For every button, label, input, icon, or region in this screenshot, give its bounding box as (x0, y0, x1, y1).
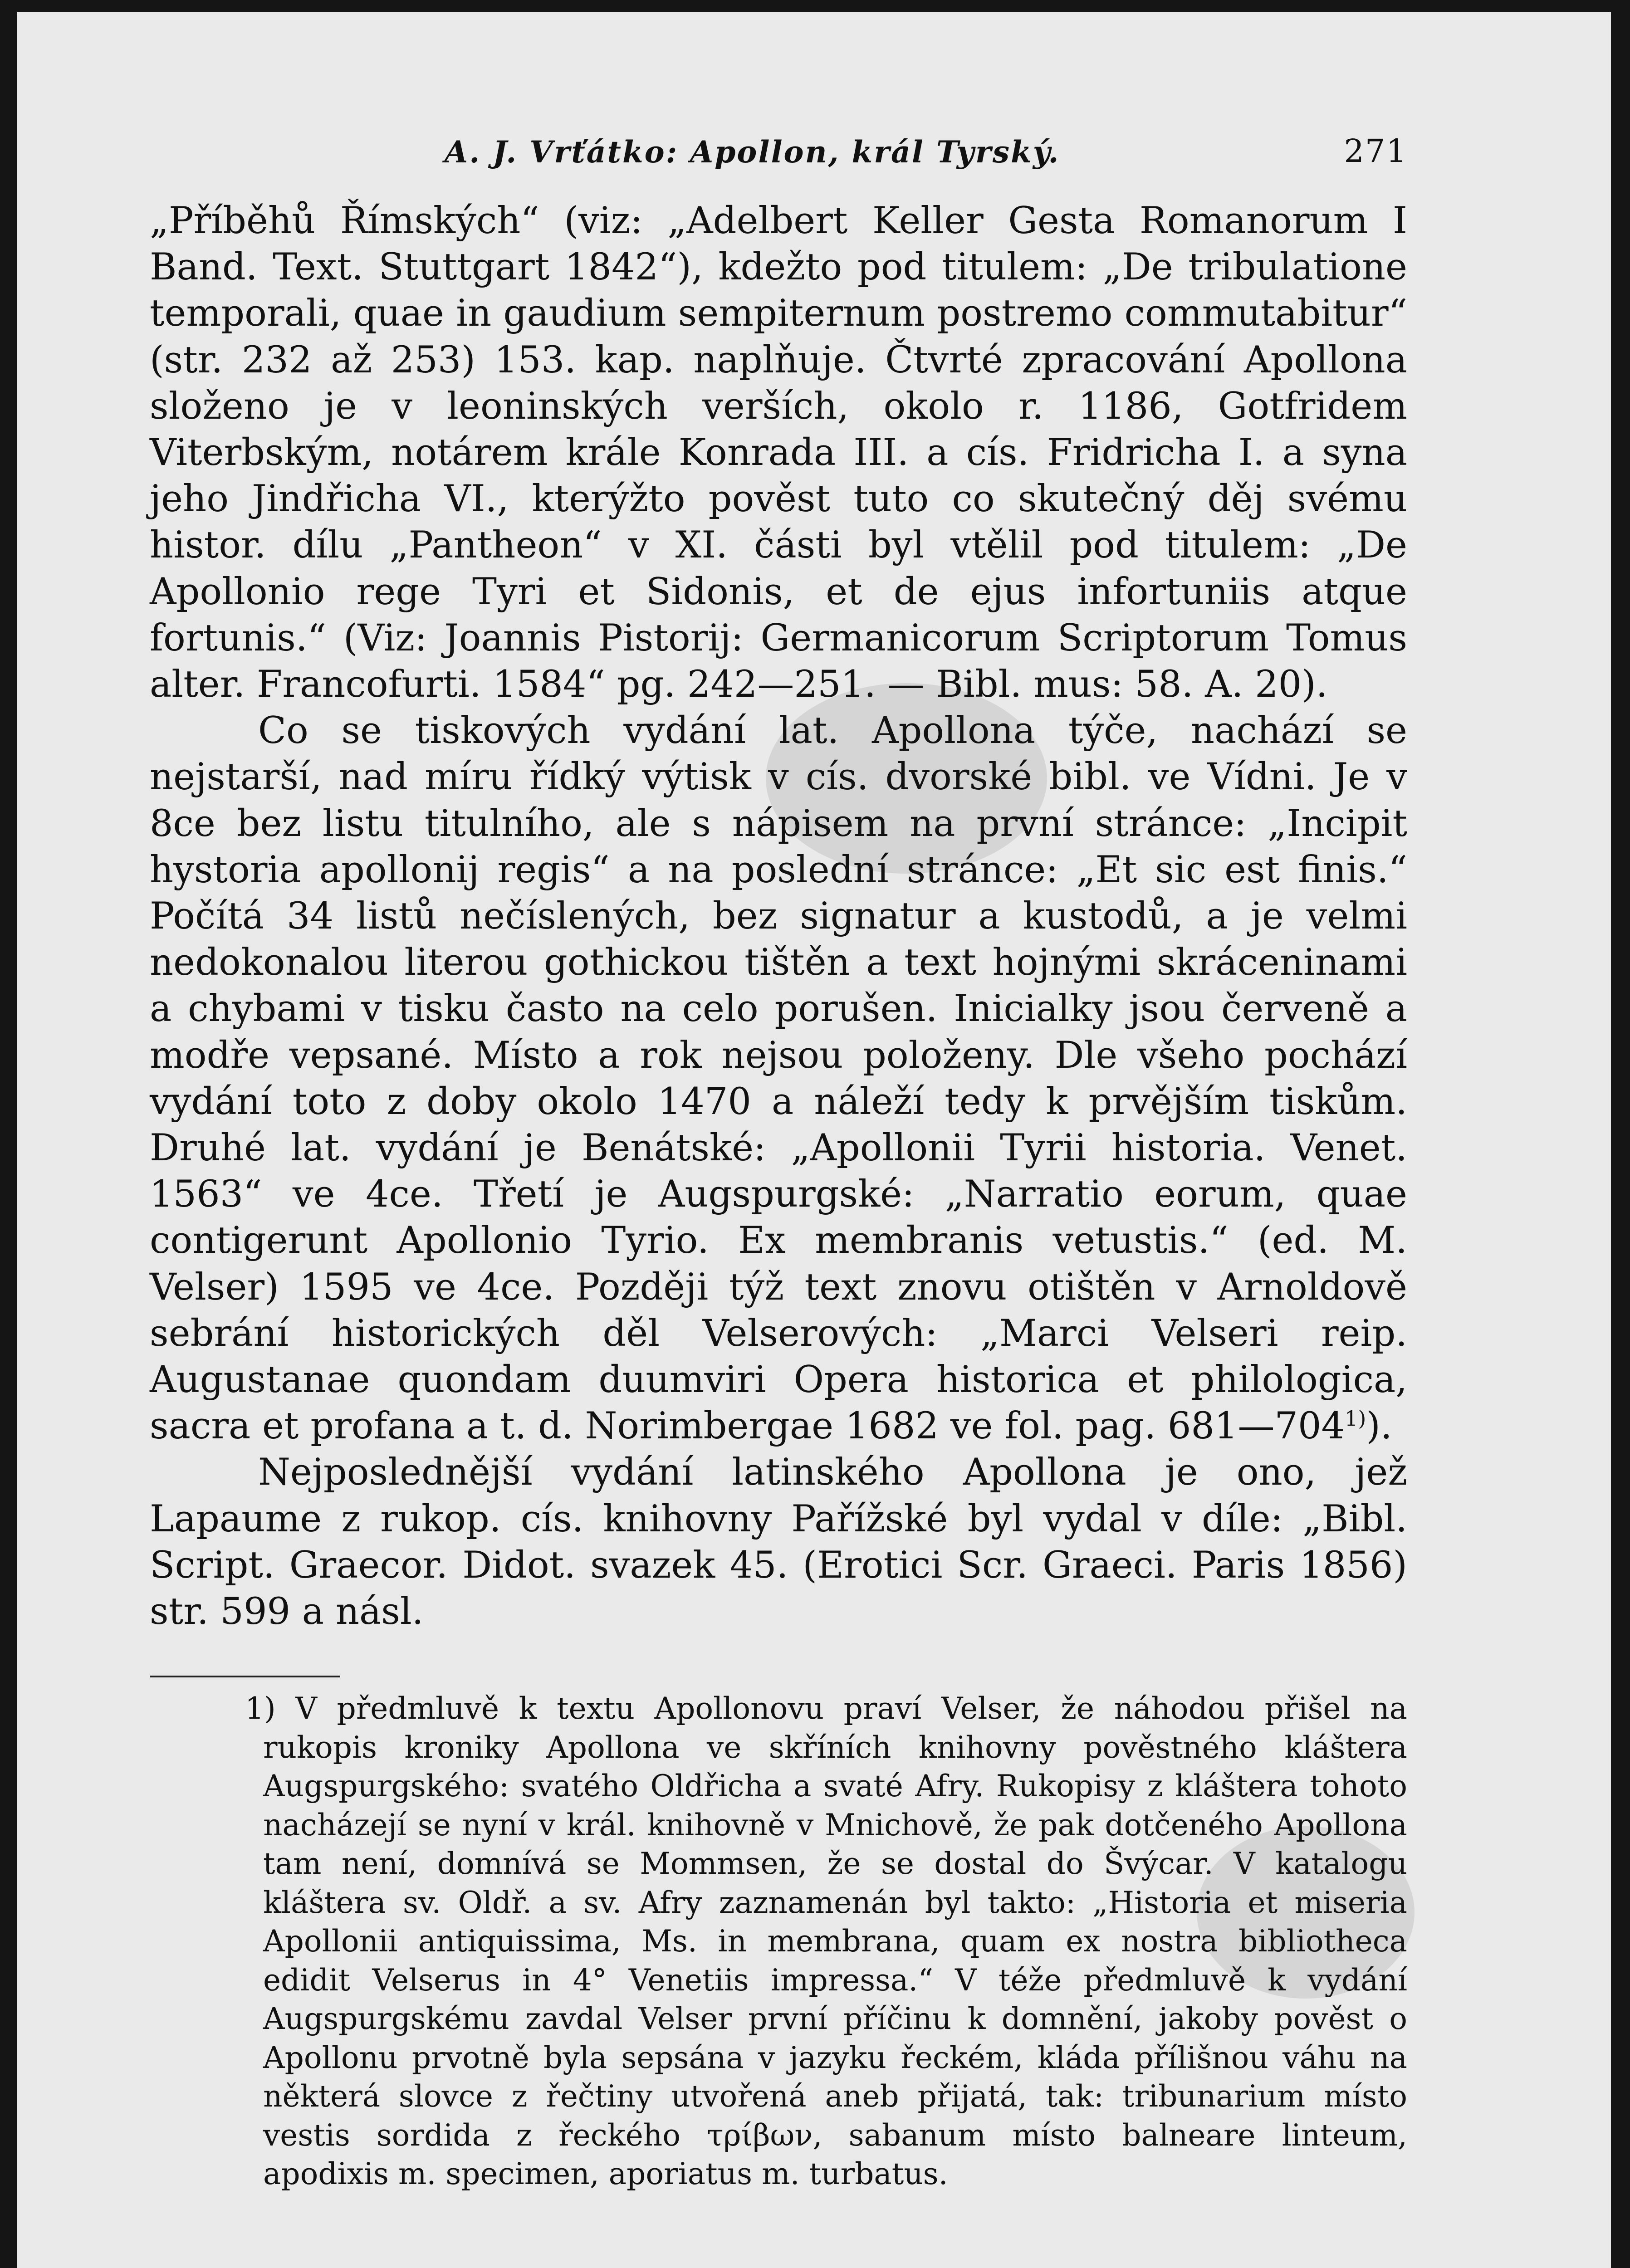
footnote (150, 1689, 1407, 2194)
paragraph-1: „Příběhů Římských“ (viz: „Adelbert Keller Gesta Romanorum I Band. Text. Stuttgart 1842“), kdežto pod titulem: „De tribulatione temporali, quae in gaudium sempiternum postremo commutabitur“ (str. 232 až 253) 153. kap. naplňuje. Čtvrté zpracování Apollona složeno je v leoninských verších, okolo r. 1186, Gotfridem Viterbským, notárem krále Konrada III. a cís. Fridricha I. a syna jeho Jindřicha VI., kterýžto pověst tuto co skutečný děj svému histor. dílu „Pantheon“ v XI. části byl vtělil pod titulem: „De Apollonio rege Tyri et Sidonis, et de ejus infortuniis atque fortunis.“ (Viz: Joannis Pistorij: Germanicorum Scriptorum Tomus alter. Francofurti. 1584“ pg. 242—251. — Bibl. mus: 58. A. 20). (150, 200, 1407, 706)
footnote-reference: 1) (1345, 1406, 1366, 1431)
main-text (150, 198, 1407, 1635)
page-number: 271 (1344, 132, 1407, 170)
footnote-reference-tail: ). (1366, 1405, 1392, 1448)
running-title: A. J. Vrťátko: Apollon, král Tyrský. (445, 134, 1060, 170)
paragraph-3: Nejposlednější vydání latinského Apollona je ono, jež Lapaume z rukop. cís. knihovny Pařížské byl vydal v díle: „Bibl. Script. Graecor. Didot. svazek 45. (Erotici Scr. Graeci. Paris 1856) str. 599 a násl. (150, 1451, 1407, 1633)
footnote-marker: 1) (245, 1691, 276, 1726)
footnote-rule (150, 1676, 340, 1677)
page-content (150, 125, 1407, 2194)
running-head (150, 125, 1407, 198)
paragraph-2 (150, 708, 1407, 1449)
footnote-text: V předmluvě k textu Apollonovu praví Velser, že náhodou přišel na rukopis kroniky Apollona ve skříních knihovny pověstného kláštera Augspurgského: svatého Oldřicha a svaté Afry. Rukopisy z kláštera tohoto nacházejí se nyní v král. knihovně v Mnichově, že pak dotčeného Apollona tam není, domnívá se Mommsen, že se dostal do Švýcar. V katalogu kláštera sv. Oldř. a sv. Afry zaznamenán byl takto: „Historia et miseria Apollonii antiquissima, Ms. in membrana, quam ex nostra bibliotheca edidit Velserus in 4° Venetiis impressa.“ V téže předmluvě k vydání Augspurgskému zavdal Velser první příčinu k domnění, jakoby pověst o Apollonu prvotně byla sepsána v jazyku řeckém, kláda přílišnou váhu na některá slovce z řečtiny utvořená aneb přijatá, tak: tribunarium místo vestis sordida z řeckého τρίβων, sabanum místo balneare linteum, apodixis m. specimen, aporiatus m. turbatus. (263, 1691, 1408, 2192)
paragraph-2-text: Co se tiskových vydání lat. Apollona týče, nachází se nejstarší, nad míru řídký výtisk v cís. dvorské bibl. ve Vídni. Je v 8ce bez listu titulního, ale s nápisem na první stránce: „Incipit hystoria apollonij regis“ a na poslední stránce: „Et sic est finis.“ Počítá 34 listů nečíslených, bez signatur a kustodů, a je velmi nedokonalou literou gothickou tištěn a text hojnými skráceninami a chybami v tisku často na celo porušen. Inicialky jsou červeně a modře vepsané. Místo a rok nejsou položeny. Dle všeho pochází vydání toto z doby okolo 1470 a náleží tedy k prvějším tiskům. Druhé lat. vydání je Benátské: „Apollonii Tyrii historia. Venet. 1563“ ve 4ce. Třetí je Augspurgské: „Narratio eorum, quae contigerunt Apollonio Tyrio. Ex membranis vetustis.“ (ed. M. Velser) 1595 ve 4ce. Později týž text znovu otištěn v Arnoldově sebrání historických děl Velserových: „Marci Velseri reip. Augustanae quondam duumviri Opera historica et philologica, sacra et profana a t. d. Norimbergae 1682 ve fol. pag. 681—704 (150, 709, 1407, 1448)
